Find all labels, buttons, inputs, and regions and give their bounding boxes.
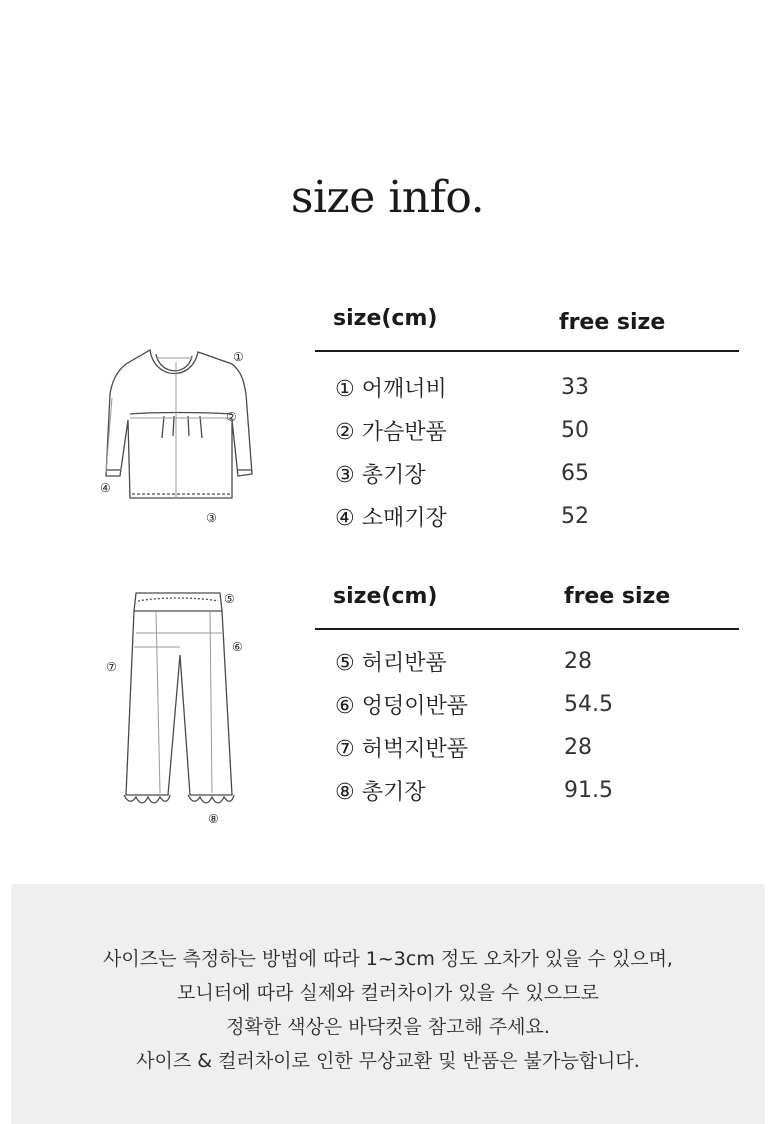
free-size-column-header: free size <box>564 584 671 609</box>
notice-line: 사이즈는 측정하는 방법에 따라 1~3cm 정도 오차가 있을 수 있으며, <box>103 948 673 970</box>
measure-value: 54.5 <box>564 692 613 717</box>
size-column-header: size(cm) <box>333 306 438 331</box>
marker-3: ③ <box>206 511 217 525</box>
marker-5: ⑤ <box>224 592 235 606</box>
page-title: size info. <box>290 172 485 223</box>
pants-illustration <box>100 585 260 830</box>
measure-value: 91.5 <box>564 778 613 803</box>
top-size-table <box>315 306 739 544</box>
bottom-table-header <box>315 584 739 630</box>
size-column-header: size(cm) <box>333 584 438 609</box>
measure-label: ⑦ 허벅지반품 <box>335 737 468 762</box>
table-row <box>315 689 739 732</box>
measure-value: 33 <box>561 375 589 400</box>
measure-label: ⑧ 총기장 <box>335 780 426 805</box>
table-row <box>315 646 739 689</box>
size-notice-box <box>11 884 765 1124</box>
marker-8: ⑧ <box>208 812 219 826</box>
table-row <box>315 458 739 501</box>
marker-7: ⑦ <box>106 660 117 674</box>
top-table-header <box>315 306 739 352</box>
measure-value: 50 <box>561 418 589 443</box>
table-row <box>315 501 739 544</box>
free-size-column-header: free size <box>559 310 666 335</box>
measure-label: ① 어깨너비 <box>335 377 447 402</box>
measure-value: 52 <box>561 504 589 529</box>
measure-value: 28 <box>564 735 592 760</box>
marker-4: ④ <box>100 481 111 495</box>
notice-line: 사이즈 & 컬러차이로 인한 무상교환 및 반품은 불가능합니다. <box>136 1050 640 1072</box>
bottom-size-table <box>315 584 739 818</box>
measure-label: ③ 총기장 <box>335 463 426 488</box>
marker-6: ⑥ <box>232 640 243 654</box>
table-row <box>315 775 739 818</box>
table-row <box>315 415 739 458</box>
table-row <box>315 732 739 775</box>
marker-1: ① <box>233 350 244 364</box>
marker-2: ② <box>226 410 237 424</box>
measure-label: ⑤ 허리반품 <box>335 651 447 676</box>
table-row <box>315 372 739 415</box>
top-illustration <box>92 342 262 532</box>
measure-value: 65 <box>561 461 589 486</box>
measure-label: ② 가슴반품 <box>335 420 447 445</box>
notice-line: 정확한 색상은 바닥컷을 참고해 주세요. <box>226 1016 550 1038</box>
measure-label: ④ 소매기장 <box>335 506 447 531</box>
measure-label: ⑥ 엉덩이반품 <box>335 694 468 719</box>
notice-line: 모니터에 따라 실제와 컬러차이가 있을 수 있으므로 <box>177 982 599 1004</box>
measure-value: 28 <box>564 649 592 674</box>
